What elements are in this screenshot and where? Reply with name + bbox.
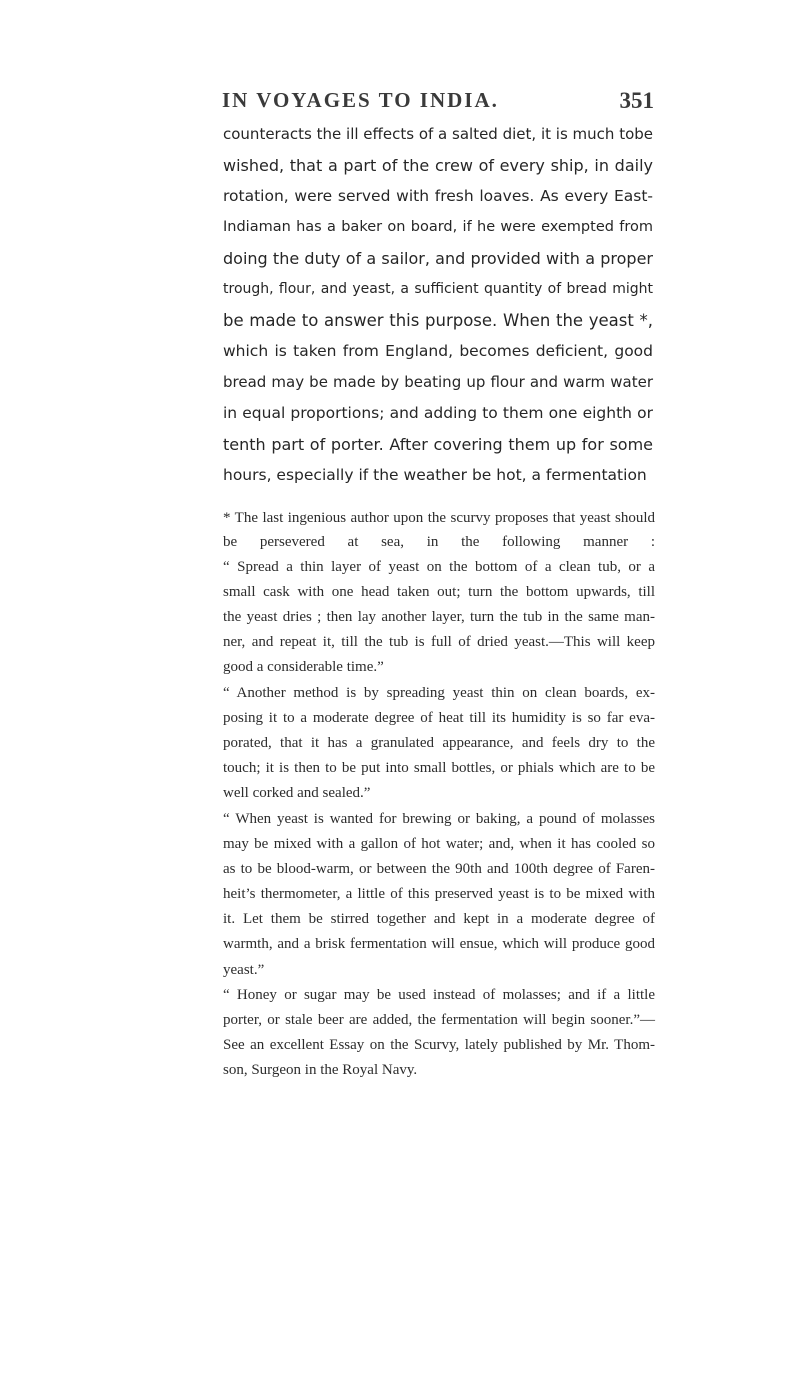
body-line: in equal proportions; and adding to them one eighth or <box>223 404 653 422</box>
body-line: trough, flour, and yeast, a sufficient quantity of bread might <box>223 281 653 297</box>
footnote-line: well corked and sealed.” <box>223 785 371 801</box>
body-line: be made to answer this purpose. When the yeast *, <box>223 311 653 330</box>
footnote-line: may be mixed with a gallon of hot water; and, when it has cooled so <box>223 836 655 852</box>
footnote-line: “ Honey or sugar may be used instead of molasses; and if a little <box>223 987 655 1003</box>
footnote-line: touch; it is then to be put into small bottles, or phials which are to be <box>223 760 655 776</box>
footnote-line: as to be blood-warm, or between the 90th and 100th degree of Faren- <box>223 861 655 877</box>
footnote-line: * The last ingenious author upon the scurvy proposes that yeast should <box>223 510 655 526</box>
running-head <box>222 88 654 113</box>
footnote-line: it. Let them be stirred together and kept in a moderate degree of <box>223 911 655 927</box>
footnote-line: “ When yeast is wanted for brewing or baking, a pound of molasses <box>223 811 655 827</box>
footnote-line: warmth, and a brisk fermentation will ensue, which will produce good <box>223 936 655 952</box>
body-line: doing the duty of a sailor, and provided with a proper <box>223 249 653 268</box>
body-line: rotation, were served with fresh loaves. As every East- <box>223 187 653 205</box>
footnote-line: good a considerable time.” <box>223 659 384 675</box>
running-head-title: IN VOYAGES TO INDIA. <box>222 88 499 112</box>
body-line: tenth part of porter. After covering them up for some <box>223 435 653 454</box>
footnote-line: “ Spread a thin layer of yeast on the bottom of a clean tub, or a <box>223 559 655 575</box>
body-line: which is taken from England, becomes deficient, good <box>223 342 653 360</box>
body-line: hours, especially if the weather be hot, a fermentation <box>223 466 647 484</box>
body-line: Indiaman has a baker on board, if he were exempted from <box>223 219 653 235</box>
footnote-line: porated, that it has a granulated appearance, and feels dry to the <box>223 735 655 751</box>
body-line: counteracts the ill effects of a salted diet, it is much tobe <box>223 125 653 143</box>
footnote-line: be persevered at sea, in the following manner : <box>223 534 655 550</box>
footnote-line: “ Another method is by spreading yeast thin on clean boards, ex- <box>223 685 655 701</box>
body-line: wished, that a part of the crew of every ship, in daily <box>223 156 653 175</box>
page-number: 351 <box>619 88 654 113</box>
body-line: bread may be made by beating up flour and warm water <box>223 373 653 391</box>
footnote-line: heit’s thermometer, a little of this preserved yeast is to be mixed with <box>223 886 655 902</box>
footnote-line: See an excellent Essay on the Scurvy, lately published by Mr. Thom- <box>223 1037 655 1053</box>
footnote-line: the yeast dries ; then lay another layer, turn the tub in the same man- <box>223 609 655 625</box>
footnote-line: yeast.” <box>223 962 265 978</box>
footnote-line: posing it to a moderate degree of heat till its humidity is so far eva- <box>223 710 655 726</box>
footnote-line: son, Surgeon in the Royal Navy. <box>223 1062 418 1078</box>
footnote-line: porter, or stale beer are added, the fermentation will begin sooner.”— <box>223 1012 655 1028</box>
footnote-line: ner, and repeat it, till the tub is full of dried yeast.—This will keep <box>223 634 655 650</box>
footnote-line: small cask with one head taken out; turn the bottom upwards, till <box>223 584 655 600</box>
